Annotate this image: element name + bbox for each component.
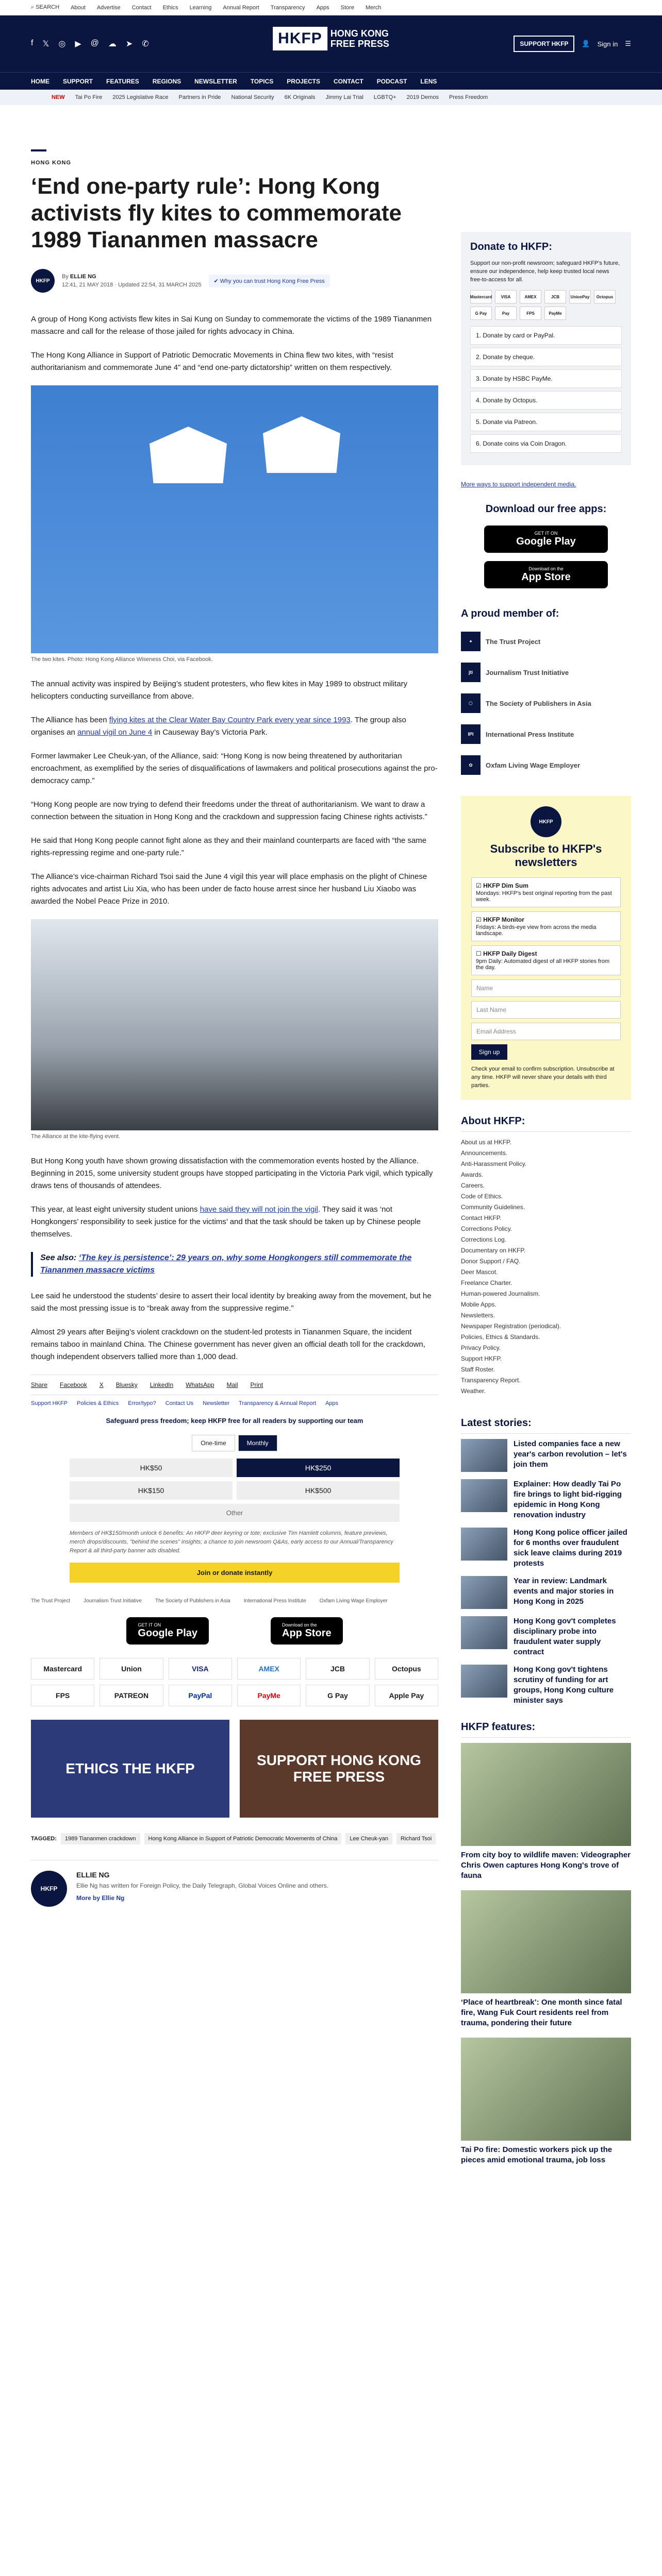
byline: HKFP By ELLIE NG 12:41, 21 MAY 2018 · Updated 22:54, 31 MARCH 2025 ✔ Why you can trust Hong Kong Free Press bbox=[31, 269, 438, 293]
trending-link[interactable]: 6K Originals bbox=[284, 94, 316, 100]
share-label[interactable]: Share bbox=[31, 1381, 48, 1388]
tag[interactable]: Hong Kong Alliance in Support of Patriotic Democratic Movements of China bbox=[144, 1833, 342, 1844]
see-also[interactable]: See also: ‘The key is persistence’: 29 years on, why some Hongkongers still commemorate the Tiananmen massacre victims bbox=[31, 1252, 438, 1277]
member-logo[interactable]: ✿ Oxfam Living Wage Employer bbox=[461, 750, 631, 781]
instagram-icon[interactable]: ◎ bbox=[58, 40, 66, 48]
share-print[interactable]: Print bbox=[250, 1381, 263, 1388]
kites-photo bbox=[31, 385, 438, 653]
about-link[interactable]: Corrections Policy. bbox=[461, 1225, 512, 1232]
feature-title[interactable]: From city boy to wildlife maven: Videographer Chris Owen captures Hong Kong's trove of fauna bbox=[461, 1851, 631, 1880]
youtube-icon[interactable]: ▶ bbox=[75, 40, 81, 48]
story-thumbnail[interactable] bbox=[461, 1439, 507, 1472]
about-list bbox=[461, 1137, 631, 1397]
app-store-badges bbox=[31, 1617, 438, 1645]
trending-link[interactable]: Press Freedom bbox=[449, 94, 488, 100]
paragraph: The Alliance’s vice-chairman Richard Tsoi said the June 4 vigil this year will place emphasis on the plight of Chinese rights advocates and artist Liu Xia, who has been under de facto house arrest since her husband Liu Xiaobo was awarded the Nobel Peace Prize in 2010. bbox=[31, 872, 427, 906]
amount-option[interactable]: HK$50 bbox=[70, 1459, 233, 1477]
footer-link[interactable]: Newsletter bbox=[203, 1400, 230, 1406]
whatsapp-icon[interactable]: ✆ bbox=[142, 40, 149, 48]
payment-logo[interactable]: G Pay bbox=[306, 1685, 369, 1706]
donate-option[interactable]: 3. Donate by HSBC PayMe. bbox=[470, 369, 622, 388]
paragraph: Lee said he understood the students’ desire to assert their local identity by breaking away from the movement, but he said the most pressing issue is to “break away from the suppressive regime.” bbox=[31, 1292, 432, 1313]
new-badge: NEW bbox=[52, 94, 65, 100]
sidebar bbox=[461, 232, 631, 2175]
story-thumbnail[interactable] bbox=[461, 1479, 507, 1512]
donation-frequency-tabs bbox=[31, 1435, 438, 1451]
nav-item[interactable]: SUPPORT bbox=[63, 77, 93, 85]
download-title: Download our free apps: bbox=[485, 503, 607, 515]
footer-link[interactable]: Contact Us bbox=[165, 1400, 194, 1406]
inline-link[interactable]: flying kites at the Clear Water Bay Country Park every year since 1993 bbox=[109, 716, 351, 724]
threads-icon[interactable]: @ bbox=[90, 39, 99, 47]
newsletter-option[interactable]: ☐ HKFP Daily Digest 9pm Daily: Automated digest of all HKFP stories from the day. bbox=[471, 945, 621, 975]
share-linkedin[interactable]: LinkedIn bbox=[150, 1381, 174, 1388]
tag[interactable]: Richard Tsoi bbox=[396, 1833, 436, 1844]
member-logo[interactable]: ✦ The Trust Project bbox=[461, 626, 631, 657]
member-badge-icon: jti bbox=[461, 663, 481, 682]
topbar-item[interactable]: Learning bbox=[189, 4, 212, 11]
topbar-item[interactable]: Merch bbox=[365, 4, 382, 11]
support-banner[interactable]: SUPPORT HONG KONG FREE PRESS bbox=[240, 1720, 438, 1818]
about-link[interactable]: Corrections Log. bbox=[461, 1236, 507, 1243]
about-link[interactable]: Transparency Report. bbox=[461, 1377, 521, 1384]
donate-option[interactable]: 4. Donate by Octopus. bbox=[470, 391, 622, 410]
author-bio: Ellie Ng has written for Foreign Policy, the Daily Telegraph, Global Voices Online and others. bbox=[76, 1882, 329, 1889]
card-logo: UnionPay bbox=[569, 290, 591, 303]
nav-item[interactable]: CONTACT bbox=[333, 77, 363, 85]
app-store-badge[interactable]: Download on the App Store bbox=[484, 561, 608, 588]
email-input[interactable]: Email Address bbox=[471, 1023, 621, 1040]
support-button[interactable]: SUPPORT HKFP bbox=[514, 36, 574, 52]
feature-story[interactable] bbox=[461, 1890, 631, 2028]
about-hkfp bbox=[461, 1115, 631, 1397]
trust-link[interactable]: ✔ Why you can trust Hong Kong Free Press bbox=[209, 275, 330, 287]
paragraph: This year, at least eight university student unions have said they will not join the vigil. They said it was ‘not Hongkongers’ responsibility to seek justice for the victims’ and that the task should be taken up by Chinese people themselves. bbox=[31, 1205, 421, 1239]
card-logo: G Pay bbox=[470, 307, 492, 320]
nav-item[interactable]: PROJECTS bbox=[287, 77, 320, 85]
ethics-banner[interactable]: ETHICS THE HKFP bbox=[31, 1720, 229, 1818]
about-link[interactable]: Policies, Ethics & Standards. bbox=[461, 1333, 540, 1341]
about-link[interactable]: Careers. bbox=[461, 1182, 485, 1189]
story-title[interactable]: Listed companies face a new year's carbon revolution – let's join them bbox=[514, 1439, 627, 1469]
feature-story[interactable] bbox=[461, 2038, 631, 2165]
author-avatar[interactable]: HKFP bbox=[31, 1871, 67, 1907]
member-logo[interactable]: jti Journalism Trust Initiative bbox=[461, 657, 631, 688]
card-logo: AMEX bbox=[520, 290, 541, 303]
signin-link[interactable]: Sign in bbox=[597, 40, 618, 48]
story-title[interactable]: Explainer: How deadly Tai Po fire brings to light bid-rigging epidemic in Hong Kong renovation industry bbox=[514, 1480, 622, 1519]
about-link[interactable]: Support HKFP. bbox=[461, 1355, 502, 1362]
story-thumbnail[interactable] bbox=[461, 1528, 507, 1561]
tag[interactable]: Lee Cheuk-yan bbox=[345, 1833, 392, 1844]
paragraph: “Hong Kong people are now trying to defend their freedoms under the threat of authoritarianism. We want to draw a connection between the situation in Hong Kong and the crackdown and suppression facing Chinese rights activists.” bbox=[31, 800, 427, 821]
donate-title: Donate to HKFP: bbox=[470, 241, 552, 252]
facebook-icon[interactable]: f bbox=[31, 39, 34, 47]
story-title[interactable]: Hong Kong police officer jailed for 6 months over fraudulent sick leave claims during 2019 protests bbox=[514, 1528, 627, 1568]
latest-title: Latest stories: bbox=[461, 1417, 631, 1434]
share-facebook[interactable]: Facebook bbox=[60, 1381, 87, 1388]
card-logo: Pay bbox=[495, 307, 517, 320]
about-link[interactable]: Announcements. bbox=[461, 1149, 508, 1157]
paragraph: The Alliance has been flying kites at the Clear Water Bay Country Park every year since 1993. The group also organises an annual vigil on June 4 in Causeway Bay’s Victoria Park. bbox=[31, 716, 406, 737]
signup-button[interactable]: Sign up bbox=[471, 1044, 507, 1060]
bluesky-icon[interactable]: ☁ bbox=[108, 40, 117, 48]
about-link[interactable]: Deer Mascot. bbox=[461, 1268, 498, 1276]
member-badge-icon: ✿ bbox=[461, 755, 481, 775]
card-logos bbox=[470, 290, 622, 320]
nav-item[interactable]: LENS bbox=[420, 77, 437, 85]
tab-one-time[interactable]: One-time bbox=[192, 1435, 235, 1451]
by-label: By bbox=[62, 274, 69, 280]
topbar-item[interactable]: About bbox=[71, 4, 86, 11]
share-mail[interactable]: Mail bbox=[226, 1381, 238, 1388]
search-link[interactable]: ⌕ SEARCH bbox=[31, 4, 60, 10]
trending-link[interactable]: 2025 Legislative Race bbox=[112, 94, 169, 100]
latest-story[interactable] bbox=[461, 1439, 631, 1472]
about-link[interactable]: Staff Roster. bbox=[461, 1366, 495, 1373]
trending-bar bbox=[0, 90, 662, 105]
download-apps bbox=[461, 503, 631, 592]
payment-methods bbox=[31, 1658, 438, 1706]
card-logo: VISA bbox=[495, 290, 517, 303]
social-links bbox=[31, 39, 149, 49]
signup-fineprint: Check your email to confirm subscription. Unsubscribe at any time. HKFP will never share your details with third parties. bbox=[471, 1066, 615, 1089]
donate-note[interactable]: Support our non-profit newsroom; safeguard HKFP's future, ensure our independence, help keep trusted local news free-to-access for all. bbox=[470, 260, 620, 283]
card-logo: JCB bbox=[544, 290, 566, 303]
article-footer-links bbox=[31, 1400, 438, 1406]
author-box bbox=[31, 1860, 438, 1907]
footer-link[interactable]: Support HKFP bbox=[31, 1400, 68, 1406]
photo-caption: The Alliance at the kite-flying event. bbox=[31, 1133, 121, 1140]
article bbox=[31, 149, 438, 1907]
footer-link[interactable]: Transparency & Annual Report bbox=[239, 1400, 317, 1406]
member-title: A proud member of: bbox=[461, 608, 559, 619]
card-logo: Mastercard bbox=[470, 290, 492, 303]
features-title: HKFP features: bbox=[461, 1721, 631, 1738]
payment-logo[interactable]: AMEX bbox=[237, 1658, 301, 1680]
trending-link[interactable]: LGBTQ+ bbox=[373, 94, 396, 100]
hkfp-logo: HKFP bbox=[531, 806, 561, 837]
author-name[interactable]: ELLIE NG bbox=[76, 1871, 110, 1879]
feature-image[interactable] bbox=[461, 1890, 631, 1993]
about-link[interactable]: Community Guidelines. bbox=[461, 1204, 525, 1211]
partner-logo[interactable]: Journalism Trust Initiative bbox=[84, 1598, 142, 1604]
amount-other[interactable]: Other bbox=[70, 1504, 400, 1522]
amount-option[interactable]: HK$500 bbox=[237, 1481, 400, 1500]
payment-logo[interactable]: PayPal bbox=[169, 1685, 232, 1706]
tags-label: TAGGED: bbox=[31, 1836, 57, 1842]
share-bluesky[interactable]: Bluesky bbox=[115, 1381, 138, 1388]
tag-list bbox=[31, 1833, 438, 1844]
story-title[interactable]: Hong Kong gov't completes disciplinary probe into fraudulent water supply contract bbox=[514, 1617, 616, 1656]
first-name-input[interactable]: Name bbox=[471, 979, 621, 997]
about-title: About HKFP: bbox=[461, 1115, 631, 1132]
payment-logo[interactable]: PayMe bbox=[237, 1685, 301, 1706]
trending-link[interactable]: 2019 Demos bbox=[406, 94, 439, 100]
payment-logo[interactable]: Apple Pay bbox=[375, 1685, 438, 1706]
join-donate-button[interactable]: Join or donate instantly bbox=[70, 1563, 400, 1583]
nav-item[interactable]: FEATURES bbox=[106, 77, 139, 85]
menu-icon[interactable]: ☰ bbox=[625, 40, 631, 47]
latest-story[interactable] bbox=[461, 1616, 631, 1657]
kite bbox=[263, 416, 340, 473]
trending-link[interactable]: Tai Po Fire bbox=[75, 94, 103, 100]
about-link[interactable]: Code of Ethics. bbox=[461, 1193, 503, 1200]
newsletter-signup bbox=[461, 796, 631, 1100]
footer-link[interactable]: Policies & Ethics bbox=[76, 1400, 119, 1406]
safeguard-banner[interactable]: Safeguard press freedom; keep HKFP free for all readers by supporting our team bbox=[106, 1417, 363, 1425]
footer-link[interactable]: Error/typo? bbox=[128, 1400, 156, 1406]
feature-image[interactable] bbox=[461, 2038, 631, 2141]
about-link[interactable]: Documentary on HKFP. bbox=[461, 1247, 526, 1254]
tag[interactable]: 1989 Tiananmen crackdown bbox=[61, 1833, 140, 1844]
payment-logo[interactable]: Octopus bbox=[375, 1658, 438, 1680]
topbar-item[interactable]: Annual Report bbox=[223, 4, 259, 11]
topbar-item[interactable]: Apps bbox=[316, 4, 329, 11]
article-title: ‘End one-party rule’: Hong Kong activists fly kites to commemorate 1989 Tiananmen massacre bbox=[31, 174, 402, 252]
paragraph: Almost 29 years after Beijing’s violent crackdown on the student-led protests in Tiananmen Square, the incident remains taboo in mainland China. The Chinese government has never given an official death toll for the crackdown, though independent observers tallied more than 1,000 dead. bbox=[31, 1328, 425, 1361]
footer-link[interactable]: Apps bbox=[325, 1400, 339, 1406]
paragraph: He said that Hong Kong people cannot fight alone as they and their mainland counterparts are faced with “the same rights-repressing regime and one-party rule.” bbox=[31, 836, 427, 857]
donate-option[interactable]: 1. Donate by card or PayPal. bbox=[470, 326, 622, 345]
member-badge-icon: IPI bbox=[461, 724, 481, 744]
share-x[interactable]: X bbox=[99, 1381, 104, 1388]
about-link[interactable]: Freelance Charter. bbox=[461, 1279, 512, 1286]
story-thumbnail[interactable] bbox=[461, 1616, 507, 1649]
topbar-item[interactable]: Contact bbox=[131, 4, 152, 11]
story-thumbnail[interactable] bbox=[461, 1665, 507, 1698]
card-logo: FPS bbox=[520, 307, 541, 320]
publish-date: 12:41, 21 MAY 2018 bbox=[62, 282, 113, 288]
about-link[interactable]: Human-powered Journalism. bbox=[461, 1290, 540, 1297]
paragraph: Former lawmaker Lee Cheuk-yan, of the Alliance, said: “Hong Kong is now being threatened by authoritarian encroachment, as exemplified by the series of disqualifications of lawmakers and political prosecutions against the pro-democracy camp.” bbox=[31, 752, 438, 785]
donation-amounts bbox=[70, 1459, 400, 1500]
trending-link[interactable]: National Security bbox=[231, 94, 274, 100]
trending-link[interactable]: Partners in Pride bbox=[178, 94, 221, 100]
about-link[interactable]: Contact HKFP. bbox=[461, 1214, 502, 1222]
more-by-author[interactable]: More by Ellie Ng bbox=[76, 1894, 125, 1902]
latest-story[interactable] bbox=[461, 1665, 631, 1706]
updated-date: Updated 22:54, 31 MARCH 2025 bbox=[118, 282, 202, 288]
topbar-item[interactable]: Advertise bbox=[96, 4, 121, 11]
story-thumbnail[interactable] bbox=[461, 1576, 507, 1609]
more-ways-link[interactable]: More ways to support independent media. bbox=[461, 481, 576, 488]
tab-monthly[interactable]: Monthly bbox=[238, 1435, 277, 1451]
partner-logo[interactable]: The Trust Project bbox=[31, 1598, 71, 1604]
donate-option[interactable]: 2. Donate by cheque. bbox=[470, 348, 622, 366]
partner-logos bbox=[31, 1598, 438, 1604]
site-logo[interactable] bbox=[273, 27, 389, 50]
nav-item[interactable]: REGIONS bbox=[152, 77, 181, 85]
donate-option[interactable]: 5. Donate via Patreon. bbox=[470, 413, 622, 431]
about-link[interactable]: Mobile Apps. bbox=[461, 1301, 496, 1308]
latest-stories bbox=[461, 1417, 631, 1706]
payment-logo[interactable]: Mastercard bbox=[31, 1658, 94, 1680]
share-whatsapp[interactable]: WhatsApp bbox=[186, 1381, 214, 1388]
google-play-badge[interactable]: GET IT ON Google Play bbox=[126, 1617, 209, 1645]
amount-option[interactable]: HK$250 bbox=[237, 1459, 400, 1477]
app-store-badge[interactable]: Download on the App Store bbox=[271, 1617, 343, 1645]
share-bar bbox=[31, 1375, 438, 1395]
topbar-item[interactable]: Ethics bbox=[162, 4, 178, 11]
about-link[interactable]: Newsletters. bbox=[461, 1312, 495, 1319]
main-nav bbox=[0, 72, 662, 90]
title-rule bbox=[31, 149, 46, 151]
about-link[interactable]: Anti-Harassment Policy. bbox=[461, 1160, 527, 1167]
about-link[interactable]: Donor Support / FAQ. bbox=[461, 1258, 521, 1265]
payment-logo[interactable]: PATREON bbox=[100, 1685, 163, 1706]
telegram-icon[interactable]: ➤ bbox=[125, 40, 133, 48]
latest-story[interactable] bbox=[461, 1528, 631, 1569]
feature-story[interactable] bbox=[461, 1743, 631, 1881]
paragraph: The annual activity was inspired by Beijing’s student protesters, who flew kites in May 1989 to obstruct military helicopters conducting surveillance from above. bbox=[31, 680, 408, 701]
about-link[interactable]: Newspaper Registration (periodical). bbox=[461, 1323, 561, 1330]
hkfp-features bbox=[461, 1721, 631, 2165]
feature-image[interactable] bbox=[461, 1743, 631, 1846]
payment-logo[interactable]: FPS bbox=[31, 1685, 94, 1706]
inline-link[interactable]: annual vigil on June 4 bbox=[77, 728, 153, 737]
story-title[interactable]: Hong Kong gov't tightens scrutiny of funding for art groups, Hong Kong culture minister says bbox=[514, 1665, 614, 1705]
donate-option[interactable]: 6. Donate coins via Coin Dragon. bbox=[470, 434, 622, 453]
partner-logo[interactable]: Oxfam Living Wage Employer bbox=[319, 1598, 388, 1604]
payment-logo[interactable]: Union bbox=[100, 1658, 163, 1680]
partner-logo[interactable]: The Society of Publishers in Asia bbox=[155, 1598, 230, 1604]
logo-box: HKFP bbox=[273, 27, 327, 50]
payment-logo[interactable]: VISA bbox=[169, 1658, 232, 1680]
member-logo[interactable]: ⬡ The Society of Publishers in Asia bbox=[461, 688, 631, 719]
trending-link[interactable]: Jimmy Lai Trial bbox=[325, 94, 363, 100]
paragraph: But Hong Kong youth have shown growing dissatisfaction with the commemoration events hosted by the Alliance. Beginning in 2015, some university student groups have stopped participating in the Victoria Park vigil, which typically draws tens of thousands of attendees. bbox=[31, 1157, 433, 1190]
promo-banners bbox=[31, 1720, 438, 1818]
payment-logo[interactable]: JCB bbox=[306, 1658, 369, 1680]
inline-link[interactable]: have said they will not join the vigil bbox=[200, 1205, 318, 1214]
author-name[interactable]: ELLIE NG bbox=[70, 274, 96, 280]
feature-title[interactable]: Tai Po fire: Domestic workers pick up the pieces amid emotional trauma, job loss bbox=[461, 2145, 613, 2164]
partner-logo[interactable]: International Press Institute bbox=[243, 1598, 306, 1604]
latest-story[interactable] bbox=[461, 1479, 631, 1520]
donate-box bbox=[461, 232, 631, 465]
nav-item[interactable]: TOPICS bbox=[250, 77, 274, 85]
topbar-item[interactable]: Transparency bbox=[270, 4, 305, 11]
card-logo: PayMe bbox=[544, 307, 566, 320]
author-avatar[interactable]: HKFP bbox=[31, 269, 55, 293]
site-header bbox=[0, 15, 662, 72]
member-badge-icon: ⬡ bbox=[461, 693, 481, 713]
logo-text: HONG KONG FREE PRESS bbox=[330, 28, 389, 49]
story-title[interactable]: Year in review: Landmark events and major stories in Hong Kong in 2025 bbox=[514, 1577, 614, 1606]
member-logo[interactable]: IPI International Press Institute bbox=[461, 719, 631, 750]
member-benefits: Members of HK$150/month unlock 6 benefits: An HKFP deer keyring or tote; exclusive Tim Hamlett columns, feature previews, merch drops/discounts, "behind the scenes" insights; a chance to join newsroom Q&As, early access to our Annual/Transparency Report & all third-party banner ads disabled. bbox=[70, 1530, 393, 1554]
about-link[interactable]: Weather. bbox=[461, 1387, 486, 1395]
paragraph: A group of Hong Kong activists flew kites in Sai Kung on Sunday to commemorate the victims of the 1989 Tiananmen massacre and call for the release of those jailed for rights advocacy in China. bbox=[31, 315, 432, 336]
google-play-badge[interactable]: GET IT ON Google Play bbox=[484, 526, 608, 553]
alliance-photo bbox=[31, 919, 438, 1130]
latest-story[interactable] bbox=[461, 1576, 631, 1609]
about-link[interactable]: Awards. bbox=[461, 1171, 484, 1178]
user-icon[interactable]: 👤 bbox=[582, 40, 590, 47]
top-utility-bar bbox=[0, 0, 662, 15]
paragraph: The Hong Kong Alliance in Support of Patriotic Democratic Movements in China flew two kites, with “resist authoritarianism and commemorate June 4” and “end one-party dictatorship” written on them respectively. bbox=[31, 351, 393, 372]
newsletter-option[interactable]: ☑ HKFP Monitor Fridays: A birds-eye view from across the media landscape. bbox=[471, 911, 621, 941]
nav-item[interactable]: HOME bbox=[31, 77, 49, 85]
newsletter-option[interactable]: ☑ HKFP Dim Sum Mondays: HKFP's best original reporting from the past week. bbox=[471, 877, 621, 907]
member-badge-icon: ✦ bbox=[461, 632, 481, 651]
kite bbox=[150, 427, 227, 483]
about-link[interactable]: Privacy Policy. bbox=[461, 1344, 501, 1351]
photo-caption: The two kites. Photo: Hong Kong Alliance Wiseness Choi, via Facebook. bbox=[31, 656, 213, 663]
nav-item[interactable]: PODCAST bbox=[376, 77, 407, 85]
nav-item[interactable]: NEWSLETTER bbox=[194, 77, 237, 85]
x-icon[interactable]: 𝕏 bbox=[42, 40, 49, 48]
topbar-item[interactable]: Store bbox=[340, 4, 354, 11]
about-link[interactable]: About us at HKFP. bbox=[461, 1139, 511, 1146]
subscribe-title: Subscribe to HKFP's newsletters bbox=[490, 842, 602, 869]
member-of bbox=[461, 608, 631, 781]
feature-title[interactable]: ‘Place of heartbreak’: One month since fatal fire, Wang Fuk Court residents reel from trauma, pondering their future bbox=[461, 1998, 622, 2027]
card-logo: Octopus bbox=[594, 290, 616, 303]
last-name-input[interactable]: Last Name bbox=[471, 1001, 621, 1019]
amount-option[interactable]: HK$150 bbox=[70, 1481, 233, 1500]
article-category[interactable]: HONG KONG bbox=[31, 160, 72, 166]
